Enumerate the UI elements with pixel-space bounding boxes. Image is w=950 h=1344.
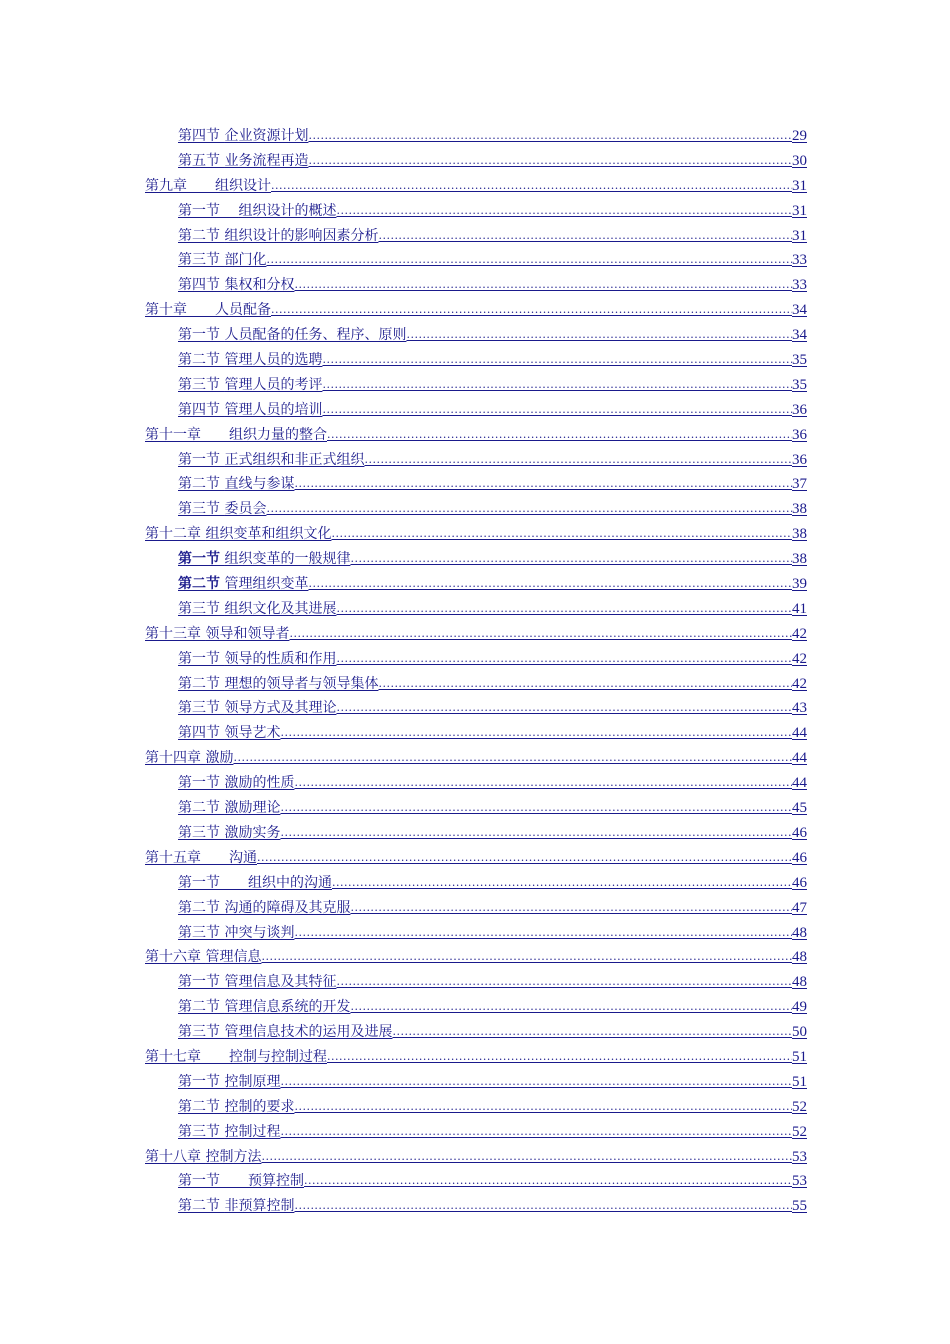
toc-page-number: 36 xyxy=(792,451,807,468)
toc-entry-title xyxy=(178,373,322,398)
toc-page-number: 51 xyxy=(792,1073,807,1090)
toc-entry-label: 预算控制 xyxy=(248,1173,304,1190)
dot-leader xyxy=(336,199,792,224)
dot-leader xyxy=(327,1045,792,1070)
toc-entry-label: 冲突与谈判 xyxy=(224,924,295,941)
toc-section-entry[interactable] xyxy=(145,1169,807,1194)
dot-leader xyxy=(322,398,792,423)
toc-entry-number: 第十一章 xyxy=(145,426,201,443)
toc-entry-title xyxy=(178,398,322,423)
toc-entry-title xyxy=(178,970,336,995)
toc-entry-number: 第一节 xyxy=(178,1073,220,1090)
toc-section-entry[interactable] xyxy=(145,472,807,497)
toc-section-entry[interactable] xyxy=(145,896,807,921)
toc-entry-number: 第二节 xyxy=(178,1098,220,1115)
toc-entry-title xyxy=(178,224,378,249)
toc-entry-number: 第一节 xyxy=(178,451,220,468)
toc-entry-label: 组织设计 xyxy=(215,177,271,194)
toc-entry-label: 业务流程再造 xyxy=(224,152,309,169)
dot-leader xyxy=(308,572,792,597)
dot-leader xyxy=(322,373,792,398)
toc-entry-label: 沟通的障碍及其克服 xyxy=(224,899,351,916)
toc-section-entry[interactable] xyxy=(145,796,807,821)
toc-entry-label: 组织中的沟通 xyxy=(248,874,332,891)
toc-page-number: 47 xyxy=(792,899,807,916)
toc-entry-title xyxy=(178,696,336,721)
toc-section-entry[interactable] xyxy=(145,273,807,298)
dot-leader xyxy=(304,1169,792,1194)
toc-entry-title xyxy=(178,871,332,896)
toc-entry-label: 组织力量的整合 xyxy=(229,426,327,443)
toc-entry-title xyxy=(145,746,233,771)
toc-section-entry[interactable] xyxy=(145,771,807,796)
toc-section-entry[interactable] xyxy=(145,572,807,597)
toc-page-number: 35 xyxy=(792,352,807,369)
toc-entry-number: 第十三章 xyxy=(145,625,201,642)
toc-entry-title xyxy=(178,124,308,149)
toc-page-number: 34 xyxy=(792,302,807,319)
toc-entry-label: 控制与控制过程 xyxy=(229,1048,327,1065)
dot-leader xyxy=(294,1194,792,1219)
toc-entry-title xyxy=(145,945,261,970)
toc-entry-label: 管理人员的培训 xyxy=(224,401,323,418)
toc-entry-title xyxy=(145,522,331,547)
toc-entry-title xyxy=(178,572,308,597)
toc-entry-label: 人员配备的任务、程序、原则 xyxy=(224,327,407,344)
toc-entry-label: 管理人员的选聘 xyxy=(224,352,323,369)
dot-leader xyxy=(350,896,792,921)
dot-leader xyxy=(280,1120,792,1145)
toc-entry-title xyxy=(178,597,336,622)
toc-entry-number: 第一节 xyxy=(178,1173,220,1190)
toc-entry-label: 集权和分权 xyxy=(224,277,295,294)
dot-leader xyxy=(280,1070,792,1095)
toc-page-number: 34 xyxy=(792,327,807,344)
dot-leader xyxy=(336,970,792,995)
toc-section-entry[interactable] xyxy=(145,497,807,522)
toc-entry-number: 第一节 xyxy=(178,327,220,344)
toc-chapter-entry[interactable] xyxy=(145,522,807,547)
toc-entry-number: 第二节 xyxy=(178,800,220,817)
toc-entry-label: 组织文化及其进展 xyxy=(224,600,337,617)
toc-entry-label: 领导的性质和作用 xyxy=(224,650,337,667)
toc-section-entry[interactable] xyxy=(145,921,807,946)
toc-entry-number: 第十章 xyxy=(145,302,187,319)
toc-entry-number: 第十八章 xyxy=(145,1148,201,1165)
toc-entry-number: 第一节 xyxy=(178,650,220,667)
toc-entry-number: 第三节 xyxy=(178,1024,220,1041)
toc-section-entry[interactable] xyxy=(145,721,807,746)
toc-entry-title xyxy=(145,423,327,448)
toc-page-number: 42 xyxy=(792,650,807,667)
toc-chapter-entry[interactable] xyxy=(145,1045,807,1070)
toc-chapter-entry[interactable] xyxy=(145,1145,807,1170)
toc-section-entry[interactable] xyxy=(145,1070,807,1095)
dot-leader xyxy=(378,672,792,697)
toc-entry-title xyxy=(145,846,257,871)
dot-leader xyxy=(322,348,792,373)
toc-entry-label: 管理人员的考评 xyxy=(224,376,323,393)
toc-entry-number: 第四节 xyxy=(178,277,220,294)
toc-section-entry[interactable] xyxy=(145,970,807,995)
dot-leader xyxy=(294,273,792,298)
toc-entry-label: 管理组织变革 xyxy=(224,576,309,593)
toc-entry-number: 第三节 xyxy=(178,252,220,269)
toc-entry-title xyxy=(178,1020,392,1045)
toc-entry-title xyxy=(178,1070,280,1095)
toc-entry-label: 直线与参谋 xyxy=(224,476,295,493)
toc-entry-title xyxy=(178,547,350,572)
toc-page-number: 37 xyxy=(792,476,807,493)
dot-leader xyxy=(257,846,792,871)
dot-leader xyxy=(364,448,792,473)
toc-entry-label: 激励实务 xyxy=(224,824,281,841)
toc-entry-title xyxy=(145,622,289,647)
toc-entry-title xyxy=(145,298,271,323)
toc-entry-title xyxy=(178,248,266,273)
toc-entry-title xyxy=(178,199,336,224)
toc-section-entry[interactable] xyxy=(145,1020,807,1045)
dot-leader xyxy=(336,647,792,672)
dot-leader xyxy=(350,547,792,572)
toc-chapter-entry[interactable] xyxy=(145,746,807,771)
toc-section-entry[interactable] xyxy=(145,248,807,273)
toc-section-entry[interactable] xyxy=(145,995,807,1020)
toc-entry-number: 第十六章 xyxy=(145,949,201,966)
toc-page-number: 29 xyxy=(792,128,807,144)
toc-page-number: 38 xyxy=(792,501,807,518)
dot-leader xyxy=(289,622,792,647)
toc-page-number: 42 xyxy=(792,675,807,692)
dot-leader xyxy=(280,721,792,746)
toc-section-entry[interactable] xyxy=(145,124,807,149)
toc-chapter-entry[interactable] xyxy=(145,423,807,448)
toc-page-number: 31 xyxy=(792,177,807,194)
toc-page-number: 38 xyxy=(792,526,807,543)
toc-section-entry[interactable] xyxy=(145,1120,807,1145)
toc-entry-label: 部门化 xyxy=(224,252,267,269)
toc-chapter-entry[interactable] xyxy=(145,846,807,871)
toc-entry-label: 激励的性质 xyxy=(224,775,295,792)
dot-leader xyxy=(406,323,792,348)
toc-entry-number: 第三节 xyxy=(178,501,220,518)
toc-entry-number: 第十五章 xyxy=(145,849,201,866)
toc-entry-title xyxy=(178,1169,304,1194)
toc-entry-number: 第三节 xyxy=(178,924,220,941)
toc-entry-number: 第二节 xyxy=(178,227,220,244)
toc-entry-number: 第二节 xyxy=(178,476,220,493)
toc-entry-title xyxy=(178,647,336,672)
toc-entry-title xyxy=(178,672,378,697)
dot-leader xyxy=(271,298,792,323)
dot-leader xyxy=(261,945,792,970)
toc-page-number: 35 xyxy=(792,376,807,393)
dot-leader xyxy=(233,746,792,771)
toc-page-number: 46 xyxy=(792,874,807,891)
toc-entry-title xyxy=(178,1095,294,1120)
toc-entry-label: 组织变革和组织文化 xyxy=(205,526,332,543)
toc-entry-number: 第一节 xyxy=(178,775,220,792)
toc-entry-number: 第一节 xyxy=(178,974,220,991)
toc-page-number: 38 xyxy=(792,551,807,568)
toc-entry-title xyxy=(178,273,294,298)
toc-entry-label: 组织设计的概述 xyxy=(238,202,337,219)
dot-leader xyxy=(350,995,792,1020)
toc-page-number: 44 xyxy=(792,775,807,792)
toc-section-entry[interactable] xyxy=(145,448,807,473)
toc-page-number: 31 xyxy=(792,227,807,244)
toc-entry-label: 正式组织和非正式组织 xyxy=(224,451,365,468)
toc-page-number: 46 xyxy=(792,849,807,866)
toc-chapter-entry[interactable] xyxy=(145,622,807,647)
toc-section-entry[interactable] xyxy=(145,1194,807,1219)
toc-entry-label: 领导方式及其理论 xyxy=(224,700,337,717)
toc-entry-number: 第二节 xyxy=(178,899,220,916)
toc-section-entry[interactable] xyxy=(145,373,807,398)
toc-entry-number: 第三节 xyxy=(178,1123,220,1140)
toc-entry-label: 管理信息 xyxy=(205,949,262,966)
dot-leader xyxy=(332,871,792,896)
toc-entry-title xyxy=(145,174,271,199)
toc-page-number: 44 xyxy=(792,725,807,742)
toc-entry-number: 第九章 xyxy=(145,177,187,194)
toc-section-entry[interactable] xyxy=(145,199,807,224)
toc-entry-number: 第四节 xyxy=(178,128,220,144)
dot-leader xyxy=(280,796,792,821)
dot-leader xyxy=(378,224,792,249)
toc-entry-label: 沟通 xyxy=(229,849,257,866)
toc-section-entry[interactable] xyxy=(145,871,807,896)
toc-entry-number: 第一节 xyxy=(178,874,220,891)
dot-leader xyxy=(261,1145,792,1170)
toc-page-number: 52 xyxy=(792,1098,807,1115)
toc-page-number: 41 xyxy=(792,600,807,617)
toc-entry-number: 第四节 xyxy=(178,401,220,418)
toc-section-entry[interactable] xyxy=(145,696,807,721)
toc-entry-number: 第一节 xyxy=(178,551,220,568)
toc-entry-title xyxy=(178,149,308,174)
toc-chapter-entry[interactable] xyxy=(145,298,807,323)
toc-entry-label: 领导艺术 xyxy=(224,725,281,742)
toc-entry-number: 第二节 xyxy=(178,999,220,1016)
toc-entry-label: 组织设计的影响因素分析 xyxy=(224,227,379,244)
dot-leader xyxy=(392,1020,792,1045)
toc-entry-label: 领导和领导者 xyxy=(205,625,290,642)
dot-leader xyxy=(294,472,792,497)
dot-leader xyxy=(327,423,792,448)
dot-leader xyxy=(308,124,792,149)
toc-entry-title xyxy=(178,771,294,796)
toc-entry-label: 组织变革的一般规律 xyxy=(224,551,351,568)
toc-entry-number: 第三节 xyxy=(178,700,220,717)
toc-page-number: 33 xyxy=(792,252,807,269)
toc-entry-label: 激励 xyxy=(205,750,234,767)
toc-page-number: 51 xyxy=(792,1048,807,1065)
toc-entry-label: 理想的领导者与领导集体 xyxy=(224,675,379,692)
toc-entry-number: 第三节 xyxy=(178,824,220,841)
dot-leader xyxy=(331,522,792,547)
dot-leader xyxy=(308,149,792,174)
toc-section-entry[interactable] xyxy=(145,224,807,249)
dot-leader xyxy=(294,921,792,946)
dot-leader xyxy=(271,174,792,199)
toc-entry-number: 第四节 xyxy=(178,725,220,742)
toc-entry-number: 第三节 xyxy=(178,376,220,393)
table-of-contents xyxy=(145,124,807,1219)
toc-entry-title xyxy=(178,821,280,846)
toc-entry-label: 管理信息技术的运用及进展 xyxy=(224,1024,393,1041)
toc-entry-number: 第十二章 xyxy=(145,526,201,543)
toc-entry-title xyxy=(178,448,364,473)
dot-leader xyxy=(294,771,792,796)
toc-page-number: 36 xyxy=(792,401,807,418)
toc-page-number: 30 xyxy=(792,152,807,169)
toc-section-entry[interactable] xyxy=(145,323,807,348)
toc-page-number: 44 xyxy=(792,750,807,767)
dot-leader xyxy=(280,821,792,846)
toc-page-number: 55 xyxy=(792,1198,807,1215)
toc-entry-label: 激励理论 xyxy=(224,800,281,817)
toc-entry-label: 控制过程 xyxy=(224,1123,281,1140)
toc-entry-label: 非预算控制 xyxy=(224,1198,295,1215)
toc-entry-number: 第二节 xyxy=(178,576,220,593)
toc-entry-number: 第十七章 xyxy=(145,1048,201,1065)
toc-entry-label: 控制的要求 xyxy=(224,1098,295,1115)
toc-entry-label: 委员会 xyxy=(224,501,267,518)
toc-entry-label: 人员配备 xyxy=(215,302,271,319)
toc-page-number: 48 xyxy=(792,949,807,966)
toc-entry-title xyxy=(178,796,280,821)
toc-section-entry[interactable] xyxy=(145,672,807,697)
toc-section-entry[interactable] xyxy=(145,348,807,373)
toc-page-number: 36 xyxy=(792,426,807,443)
toc-entry-number: 第二节 xyxy=(178,675,220,692)
toc-entry-title xyxy=(178,1120,280,1145)
dot-leader xyxy=(266,248,792,273)
toc-section-entry[interactable] xyxy=(145,597,807,622)
toc-page-number: 49 xyxy=(792,999,807,1016)
toc-entry-number: 第二节 xyxy=(178,1198,220,1215)
toc-entry-title xyxy=(178,1194,294,1219)
dot-leader xyxy=(336,696,792,721)
toc-page-number: 39 xyxy=(792,576,807,593)
toc-entry-title xyxy=(178,323,406,348)
toc-section-entry[interactable] xyxy=(145,647,807,672)
toc-entry-title xyxy=(178,348,322,373)
toc-entry-title xyxy=(145,1045,327,1070)
toc-chapter-entry[interactable] xyxy=(145,174,807,199)
toc-entry-title xyxy=(178,921,294,946)
toc-chapter-entry[interactable] xyxy=(145,945,807,970)
toc-entry-title xyxy=(145,1145,261,1170)
toc-entry-label: 控制方法 xyxy=(205,1148,262,1165)
toc-entry-label: 企业资源计划 xyxy=(224,128,309,144)
toc-section-entry[interactable] xyxy=(145,1095,807,1120)
toc-page-number: 45 xyxy=(792,800,807,817)
toc-page-number: 33 xyxy=(792,277,807,294)
toc-page-number: 43 xyxy=(792,700,807,717)
toc-entry-title xyxy=(178,896,350,921)
toc-entry-label: 管理信息系统的开发 xyxy=(224,999,351,1016)
toc-page-number: 48 xyxy=(792,924,807,941)
toc-page-number: 53 xyxy=(792,1148,807,1165)
toc-entry-number: 第十四章 xyxy=(145,750,201,767)
toc-entry-label: 管理信息及其特征 xyxy=(224,974,337,991)
toc-page-number: 48 xyxy=(792,974,807,991)
toc-section-entry[interactable] xyxy=(145,547,807,572)
toc-page-number: 46 xyxy=(792,824,807,841)
toc-page-number: 31 xyxy=(792,202,807,219)
dot-leader xyxy=(266,497,792,522)
dot-leader xyxy=(336,597,792,622)
toc-page-number: 42 xyxy=(792,625,807,642)
toc-page-number: 50 xyxy=(792,1024,807,1041)
toc-entry-number: 第二节 xyxy=(178,352,220,369)
toc-section-entry[interactable] xyxy=(145,398,807,423)
toc-entry-title xyxy=(178,472,294,497)
toc-entry-number: 第五节 xyxy=(178,152,220,169)
toc-entry-title xyxy=(178,497,266,522)
toc-entry-number: 第一节 xyxy=(178,202,220,219)
toc-section-entry[interactable] xyxy=(145,821,807,846)
toc-section-entry[interactable] xyxy=(145,149,807,174)
toc-page-number: 53 xyxy=(792,1173,807,1190)
toc-entry-number: 第三节 xyxy=(178,600,220,617)
toc-entry-title xyxy=(178,995,350,1020)
dot-leader xyxy=(294,1095,792,1120)
toc-entry-label: 控制原理 xyxy=(224,1073,281,1090)
toc-page-number: 52 xyxy=(792,1123,807,1140)
toc-entry-title xyxy=(178,721,280,746)
